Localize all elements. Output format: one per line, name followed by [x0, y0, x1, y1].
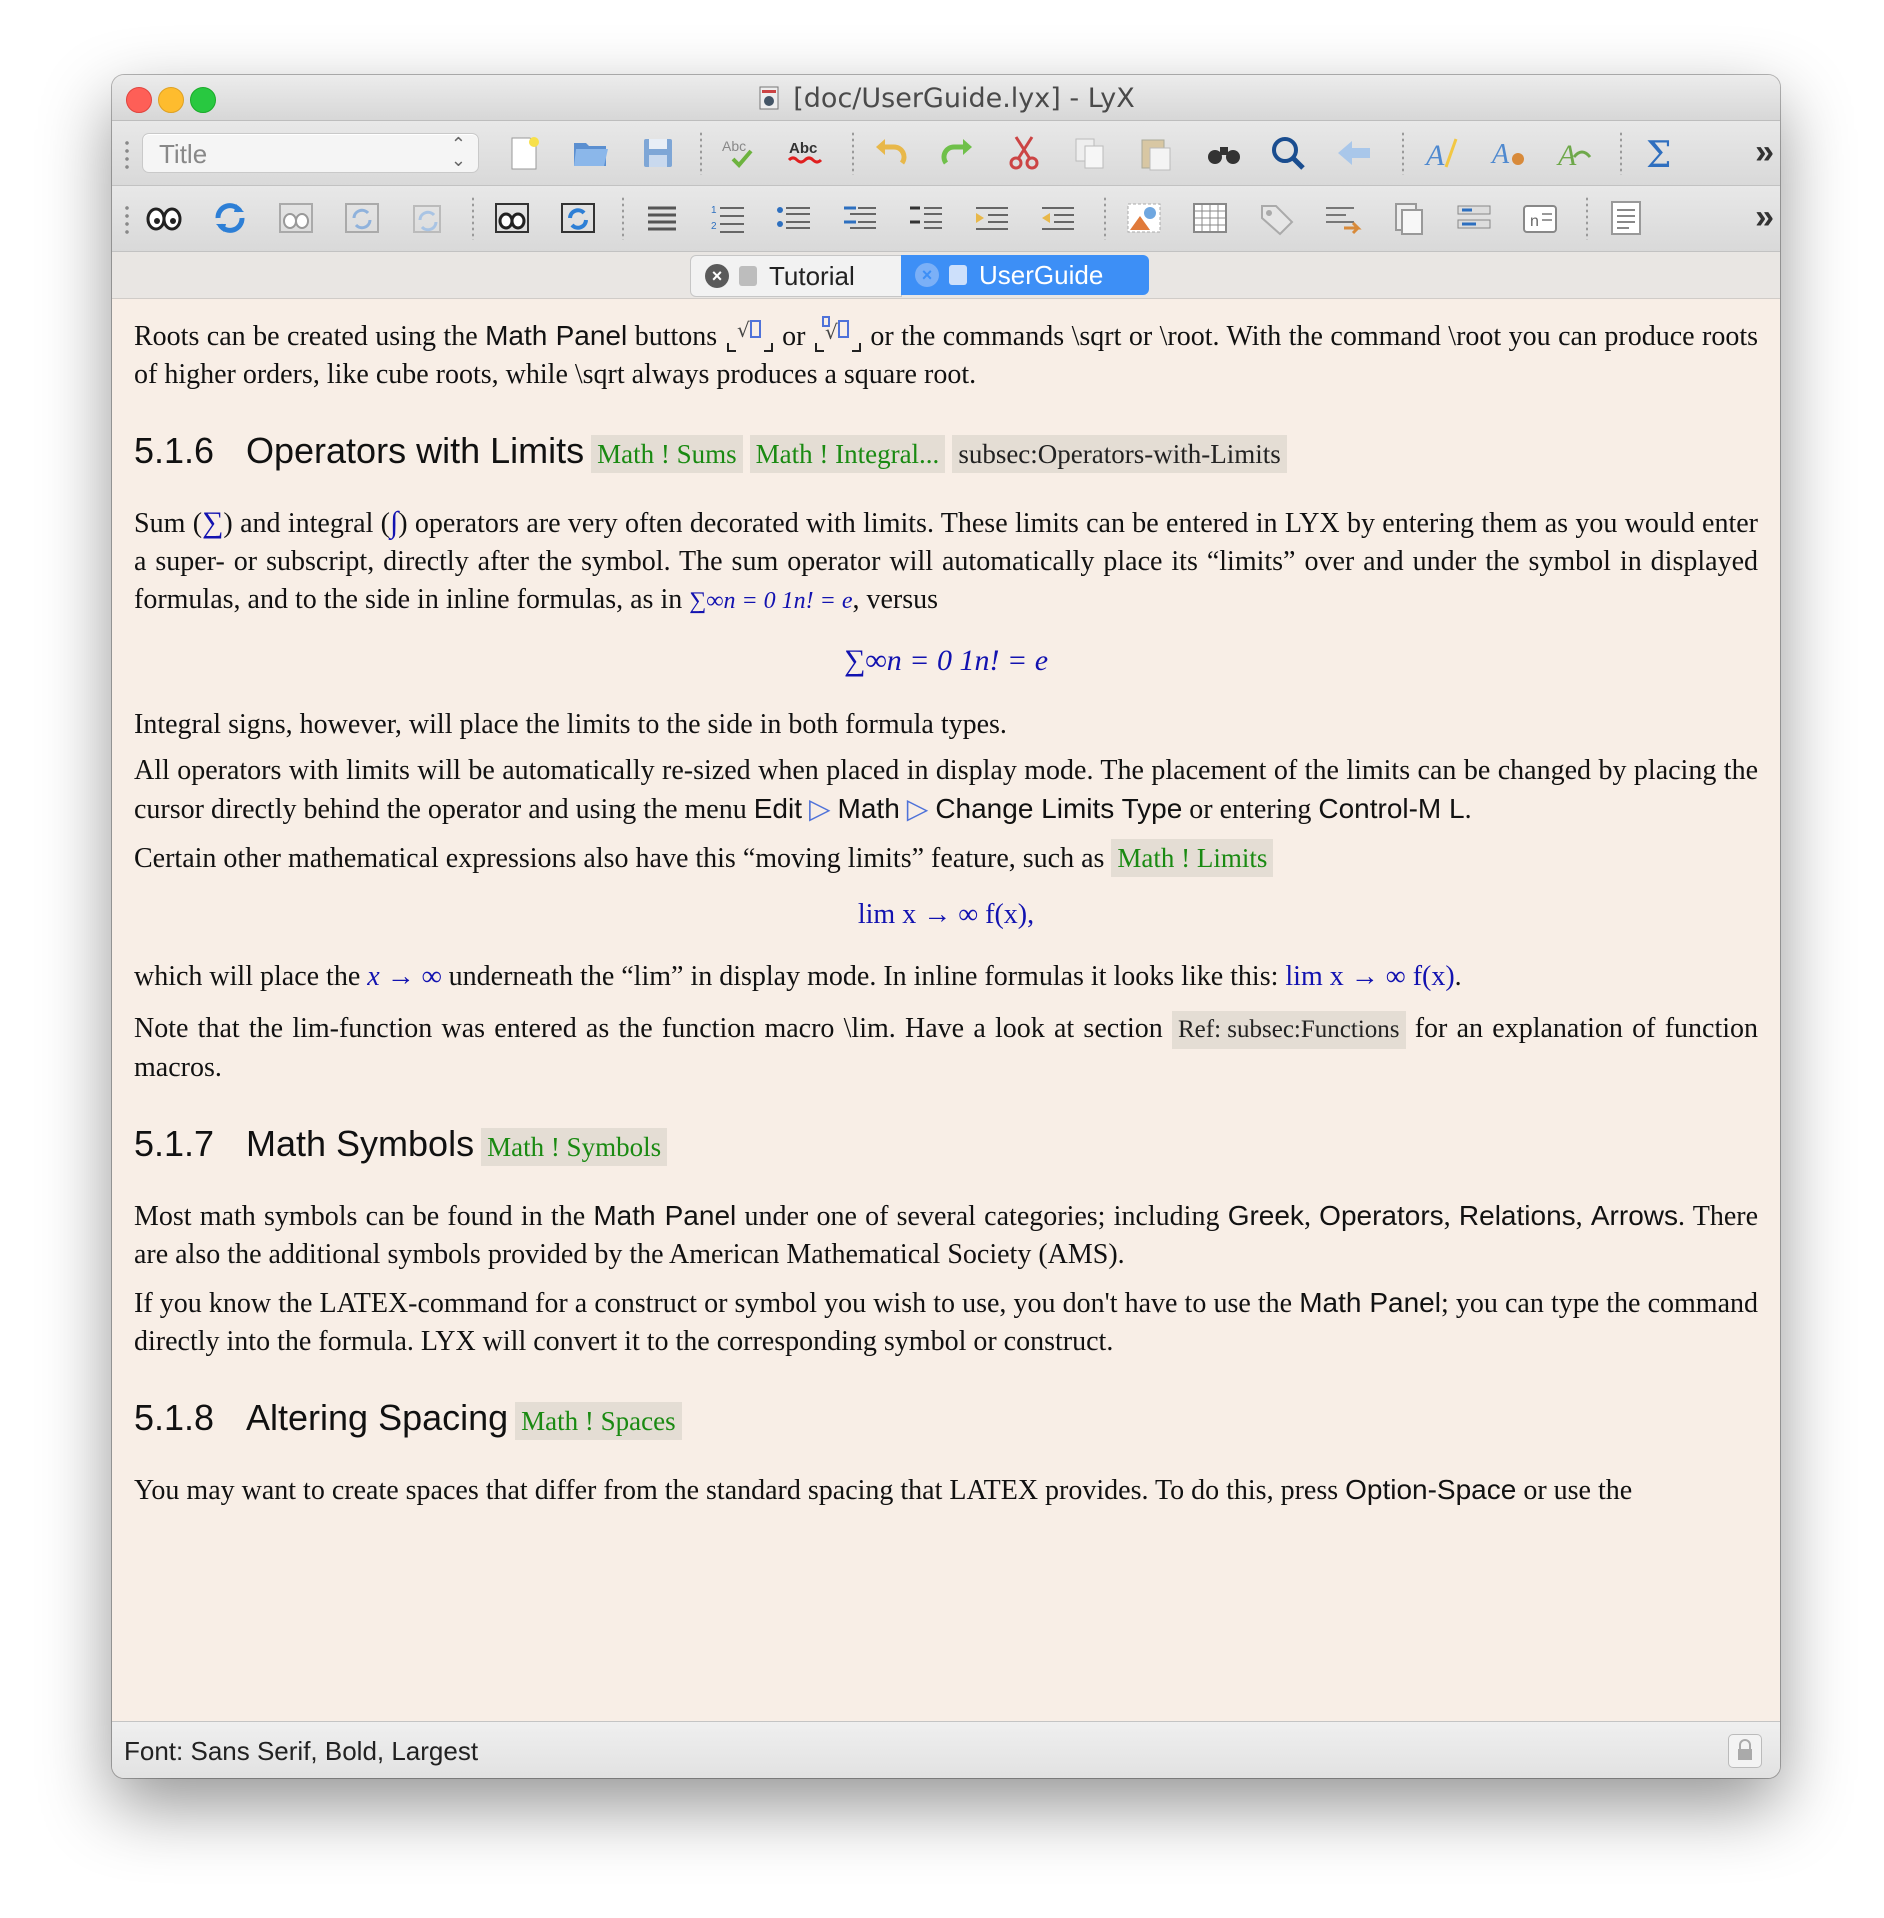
section-heading[interactable] — [134, 432, 1758, 474]
index-inset[interactable]: Math ! Sums — [591, 435, 743, 473]
update-format-icon — [558, 198, 598, 238]
index-inset[interactable]: Math ! Spaces — [515, 1402, 681, 1440]
list-icon — [906, 198, 946, 238]
paragraph[interactable] — [134, 1471, 1758, 1510]
text: You may want to create spaces that differ from the standard spacing that LATEX provides. To do this, press — [134, 1475, 1339, 1506]
open-document-button[interactable] — [568, 131, 612, 175]
view-master-icon — [276, 198, 316, 238]
keyboard-shortcut: Option-Space — [1345, 1474, 1517, 1505]
keyboard-shortcut: Control-M L — [1318, 793, 1465, 824]
spellcheck-button[interactable] — [717, 131, 761, 175]
eyes-icon — [144, 198, 184, 238]
scissors-icon — [1004, 133, 1044, 173]
text: which will place the — [134, 961, 361, 992]
redo-button[interactable] — [934, 131, 978, 175]
paste-button[interactable] — [1134, 131, 1178, 175]
text-style-icon — [1422, 133, 1462, 173]
svg-text:A: A — [1558, 139, 1577, 172]
insert-cross-reference-button[interactable] — [1320, 196, 1364, 240]
copy-button[interactable] — [1068, 131, 1112, 175]
text: All operators with limits will be automatically re-sized when placed in display mode. The placement of the limits can be changed by placing the cursor directly behind the operator and using the menu — [134, 755, 1758, 825]
category-term: Arrows — [1590, 1200, 1678, 1231]
svg-text:n: n — [1530, 213, 1539, 230]
tab-userguide[interactable] — [901, 255, 1149, 295]
lyx-document-icon — [757, 85, 783, 111]
window-title-area — [112, 83, 1780, 114]
text: or use the — [1523, 1475, 1633, 1506]
lock-icon — [739, 266, 757, 286]
toolbar-separator — [700, 131, 702, 175]
undo-icon — [872, 133, 912, 173]
paragraph[interactable]: Most math symbols can be found in the Math Panel under one of several categories; including Greek, Operators, Relations, Arrows. There are also the additional symbols provided by the American Mathematical Society (AMS). — [134, 1200, 1759, 1270]
svg-text:Σ: Σ — [1646, 135, 1672, 173]
list-button[interactable] — [904, 196, 948, 240]
redo-icon — [936, 133, 976, 173]
new-document-icon — [504, 133, 544, 173]
magnifier-icon — [1268, 133, 1308, 173]
index-inset[interactable]: Math ! Integral... — [750, 435, 946, 473]
svg-text:√: √ — [736, 318, 750, 342]
index-icon — [1454, 198, 1494, 238]
paragraph-standard-button[interactable] — [640, 196, 684, 240]
paragraph[interactable] — [134, 504, 1758, 620]
spellcheck-icon — [719, 133, 759, 173]
close-tab-icon[interactable]: × — [705, 264, 729, 288]
spellcheck-continuous-button[interactable] — [784, 131, 828, 175]
apply-font-button[interactable] — [1486, 131, 1530, 175]
inline-sum-formula[interactable]: ∑∞n = 0 1n! = e — [689, 588, 853, 614]
svg-text:A: A — [1426, 139, 1445, 172]
save-icon — [638, 133, 678, 173]
find-button[interactable] — [1266, 131, 1310, 175]
math-panel-term: Math Panel — [593, 1200, 737, 1231]
svg-text:√: √ — [824, 320, 838, 344]
menu-item: Change Limits Type — [935, 793, 1183, 824]
toolbar-overflow-button[interactable]: » — [1755, 198, 1770, 236]
svg-text:A: A — [1492, 139, 1510, 170]
text: Certain other mathematical expressions also have this “moving limits” feature, such as — [134, 843, 1105, 874]
tab-label: UserGuide — [979, 259, 1104, 290]
secondary-toolbar — [112, 186, 1780, 252]
toolbar-separator — [472, 196, 474, 240]
view-master-button[interactable] — [274, 196, 318, 240]
section-number: 5.1.8 — [134, 1397, 215, 1438]
section-title: Operators with Limits — [246, 430, 585, 471]
updown-chevron-icon: ⌃ ⌄ — [450, 134, 466, 170]
increase-depth-button[interactable] — [970, 196, 1014, 240]
update-master-button[interactable] — [340, 196, 384, 240]
lock-icon — [949, 265, 967, 285]
text: , versus — [852, 584, 939, 615]
inline-lim-formula[interactable]: lim x → ∞ f(x) — [1285, 961, 1455, 992]
change-font-button[interactable] — [1552, 131, 1596, 175]
index-inset[interactable]: Math ! Limits — [1111, 839, 1273, 877]
text: Note that the lim-function was entered as the function macro \lim. Have a look at section — [134, 1013, 1163, 1044]
insert-table-button[interactable] — [1188, 196, 1232, 240]
math-panel-term: Math Panel — [1299, 1287, 1441, 1318]
math-panel-term: Math Panel — [485, 320, 628, 351]
toggle-outline-button[interactable] — [1604, 196, 1648, 240]
paragraph-lines-icon — [642, 198, 682, 238]
font-arrow-icon — [1554, 133, 1594, 173]
status-text: Font: Sans Serif, Bold, Largest — [124, 1736, 479, 1766]
lyx-window — [112, 75, 1780, 1778]
toolbar-overflow-button[interactable]: » — [1755, 133, 1770, 171]
read-only-lock-icon[interactable] — [1728, 1734, 1762, 1768]
svg-text:2: 2 — [711, 221, 717, 232]
insert-label-button[interactable] — [1254, 196, 1298, 240]
text: buttons — [634, 321, 718, 352]
toolbar-grip[interactable] — [124, 204, 130, 234]
outline-document-icon — [1606, 198, 1646, 238]
insert-note-button[interactable] — [1518, 196, 1562, 240]
update-button[interactable] — [208, 196, 252, 240]
arrow-left-icon — [1334, 133, 1374, 173]
description-list-button[interactable] — [838, 196, 882, 240]
graphics-icon — [1124, 198, 1164, 238]
math-sum-button[interactable] — [1638, 131, 1682, 175]
note-icon — [1520, 198, 1560, 238]
section-title: Math Symbols — [246, 1123, 475, 1164]
display-sum-formula[interactable]: ∑∞n = 0 1n! = e — [843, 644, 1049, 677]
paragraph[interactable] — [134, 752, 1758, 829]
text: ) operators are very often decorated with limits. These limits can be entered in LYX by entering them as you would enter a super- or subscript, directly after the symbol. The sum operator will automatically place its “limits” over and under the symbol in displayed formulas, and to the side in inline formulas, as in — [134, 508, 1758, 615]
section-number: 5.1.6 — [134, 430, 215, 471]
toolbar-separator — [622, 196, 624, 240]
folder-open-icon — [570, 133, 610, 173]
text: . — [1464, 794, 1472, 825]
text: or the commands \sqrt or \root. With the command \root you can produce roots of higher orders, like cube roots, while \sqrt always produces a square root. — [134, 321, 1759, 390]
undo-button[interactable] — [870, 131, 914, 175]
description-list-icon — [840, 198, 880, 238]
insert-index-button[interactable] — [1452, 196, 1496, 240]
toolbar-separator — [1104, 196, 1106, 240]
svg-text:1: 1 — [711, 205, 717, 216]
view-format-icon — [492, 198, 532, 238]
text: or — [782, 321, 806, 352]
text: There are also the additional symbols provided by the American Mathematical Society (AMS). — [134, 1201, 1759, 1270]
text: ; you can type the command directly into the formula. LYX will convert it to the corresponding symbol or construct. — [134, 1288, 1759, 1357]
cut-button[interactable] — [1002, 131, 1046, 175]
update-other-icon — [408, 198, 448, 238]
citation-icon — [1388, 198, 1428, 238]
save-document-button[interactable] — [636, 131, 680, 175]
update-other-button[interactable] — [406, 196, 450, 240]
main-toolbar — [112, 121, 1780, 186]
status-bar — [112, 1721, 1780, 1778]
section-heading[interactable] — [134, 1125, 1758, 1167]
display-lim-formula[interactable]: lim x → ∞ f(x), — [857, 899, 1035, 930]
document-view[interactable] — [112, 299, 1780, 1721]
section-title: Altering Spacing — [246, 1397, 509, 1438]
text: Sum ( — [134, 508, 203, 539]
document-content[interactable] — [134, 299, 1758, 1510]
view-button[interactable] — [142, 196, 186, 240]
menu-item: Edit — [753, 793, 802, 824]
paragraph[interactable] — [134, 958, 1758, 996]
sigma-icon — [1640, 133, 1680, 173]
index-inset[interactable]: Math ! Symbols — [481, 1128, 667, 1166]
reference-inset[interactable]: Ref: subsec:Functions — [1172, 1011, 1406, 1049]
text: Most math symbols can be found in the — [134, 1201, 586, 1232]
text: Roots can be created using the — [134, 321, 478, 352]
text: under one of several categories; including — [744, 1201, 1220, 1232]
text: . — [1454, 961, 1462, 992]
font-person-icon — [1488, 133, 1528, 173]
insert-citation-button[interactable] — [1386, 196, 1430, 240]
toolbar-separator — [852, 131, 854, 175]
menu-item: Math — [837, 793, 900, 824]
toolbar-grip[interactable] — [124, 139, 130, 169]
numbered-list-button[interactable] — [706, 196, 750, 240]
clipboard-icon — [1136, 133, 1176, 173]
table-icon — [1190, 198, 1230, 238]
copy-icon — [1070, 133, 1110, 173]
find-replace-button[interactable] — [1202, 131, 1246, 175]
spellcheck-underline-icon — [786, 133, 826, 173]
document-tab-bar — [112, 252, 1780, 299]
paragraph[interactable] — [134, 1010, 1758, 1087]
svg-text:Abc: Abc — [789, 140, 818, 157]
outdent-icon — [1038, 198, 1078, 238]
label-inset[interactable]: subsec:Operators-with-Limits — [952, 435, 1286, 473]
inline-math[interactable]: x → ∞ — [367, 961, 442, 992]
category-term: Operators — [1319, 1200, 1444, 1231]
text: underneath the “lim” in display mode. In inline formulas it looks like this: — [448, 961, 1279, 992]
numbered-list-icon — [708, 198, 748, 238]
insert-graphics-button[interactable] — [1122, 196, 1166, 240]
label-tag-icon — [1256, 198, 1296, 238]
new-document-button[interactable] — [502, 131, 546, 175]
text: ) and integral ( — [223, 508, 391, 539]
toolbar-separator — [1402, 131, 1404, 175]
bullet-list-icon — [774, 198, 814, 238]
text: or entering — [1189, 794, 1312, 825]
section-heading[interactable] — [134, 1399, 1758, 1441]
paragraph-layout-select[interactable] — [142, 133, 479, 173]
decrease-depth-button[interactable] — [1036, 196, 1080, 240]
window-title: [doc/UserGuide.lyx] - LyX — [793, 83, 1135, 114]
svg-text:Abc: Abc — [722, 138, 747, 154]
paragraph[interactable] — [134, 315, 1758, 394]
cross-reference-icon — [1322, 198, 1362, 238]
navigate-back-button[interactable] — [1332, 131, 1376, 175]
indent-icon — [972, 198, 1012, 238]
title-bar[interactable] — [112, 75, 1780, 121]
tab-label: Tutorial — [769, 260, 855, 291]
menu-arrow-icon: ▷ — [801, 794, 838, 825]
text: for an explanation of function macros. — [134, 1013, 1758, 1083]
binoculars-icon — [1204, 133, 1244, 173]
tab-tutorial[interactable] — [690, 255, 902, 297]
sqrt-button-icon — [725, 315, 775, 355]
root-button-icon — [813, 315, 863, 355]
text: If you know the LATEX-command for a construct or symbol you wish to use, you don't have to use the — [134, 1288, 1293, 1319]
paragraph[interactable]: Integral signs, however, will place the limits to the side in both formula types. — [134, 709, 1007, 740]
layout-select-value: Title — [159, 139, 208, 169]
view-other-format-button[interactable] — [490, 196, 534, 240]
paragraph[interactable] — [134, 839, 1758, 878]
update-master-icon — [342, 198, 382, 238]
refresh-icon — [210, 198, 250, 238]
paragraph[interactable] — [134, 1284, 1758, 1361]
text-style-button[interactable] — [1420, 131, 1464, 175]
integral-symbol: ∫ — [390, 506, 399, 539]
update-other-format-button[interactable] — [556, 196, 600, 240]
sum-symbol: ∑ — [202, 506, 224, 539]
toolbar-separator — [1586, 196, 1588, 240]
bullet-list-button[interactable] — [772, 196, 816, 240]
category-term: Relations — [1458, 1200, 1576, 1231]
close-tab-icon[interactable]: × — [915, 263, 939, 287]
category-term: Greek — [1227, 1200, 1304, 1231]
toolbar-separator — [1620, 131, 1622, 175]
menu-arrow-icon: ▷ — [899, 794, 936, 825]
section-number: 5.1.7 — [134, 1123, 215, 1164]
